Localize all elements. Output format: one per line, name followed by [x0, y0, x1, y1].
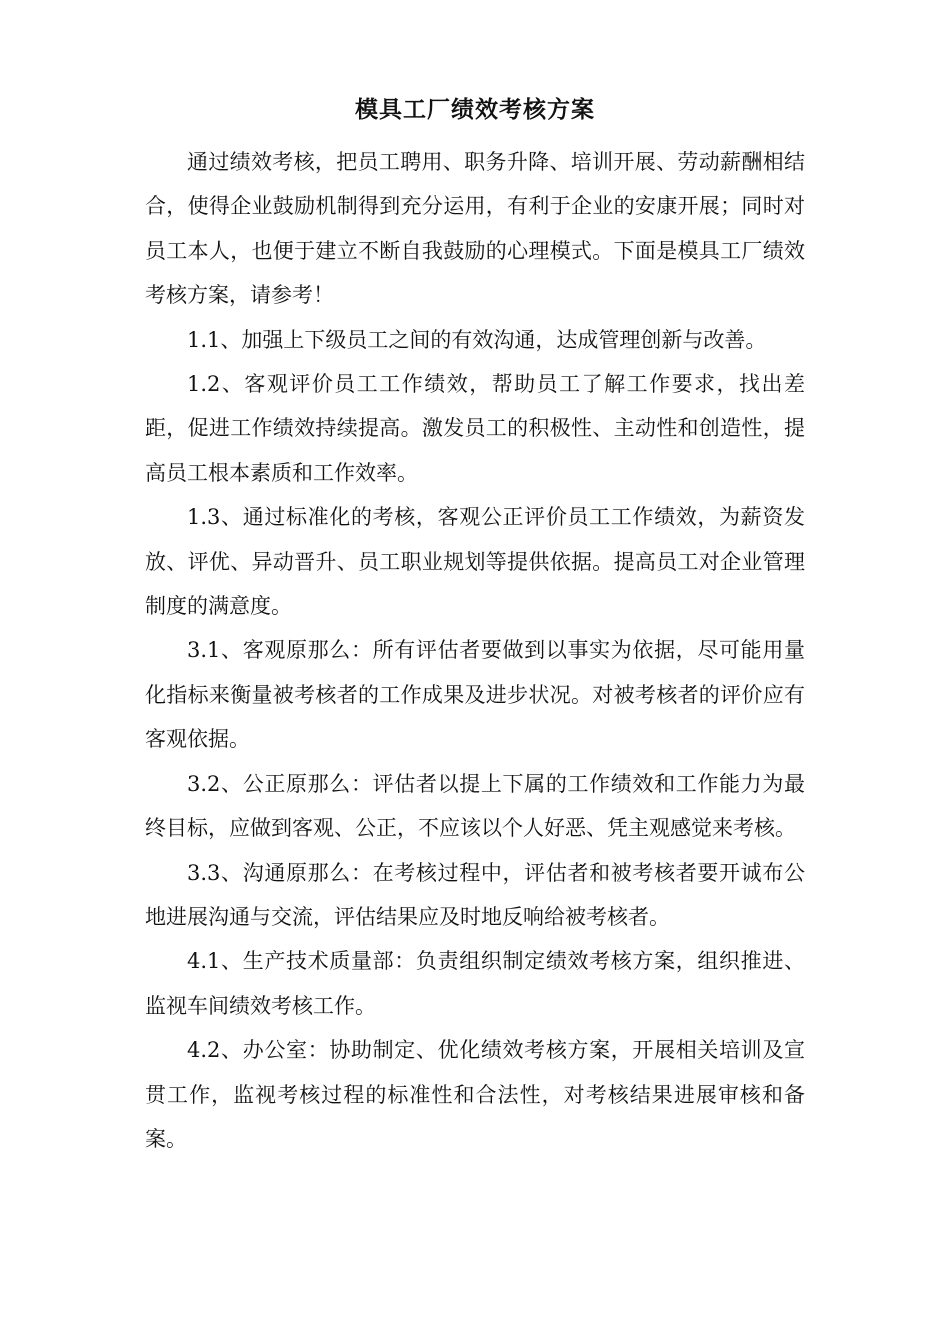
paragraph-4-2: 4.2、办公室：协助制定、优化绩效考核方案，开展相关培训及宣贯工作，监视考核过程的标准性和合法性，对考核结果进展审核和备案。	[145, 1038, 805, 1151]
paragraph-intro: 通过绩效考核，把员工聘用、职务升降、培训开展、劳动薪酬相结合，使得企业鼓励机制得到充分运用，有利于企业的安康开展；同时对员工本人，也便于建立不断自我鼓励的心理模式。下面是模具工厂绩效考核方案，请参考！	[145, 150, 805, 308]
paragraph-3-2: 3.2、公正原那么：评估者以提上下属的工作绩效和工作能力为最终目标，应做到客观、公正，不应该以个人好恶、凭主观感觉来考核。	[145, 771, 805, 841]
document-title: 模具工厂绩效考核方案	[355, 97, 595, 123]
paragraph-3-1: 3.1、客观原那么：所有评估者要做到以事实为依据，尽可能用量化指标来衡量被考核者的工作成果及进步状况。对被考核者的评价应有客观依据。	[145, 638, 805, 752]
paragraph-3-3: 3.3、沟通原那么：在考核过程中，评估者和被考核者要开诚布公地进展沟通与交流，评估结果应及时地反响给被考核者。	[145, 860, 805, 929]
paragraph-1-2: 1.2、客观评价员工工作绩效，帮助员工了解工作要求，找出差距，促进工作绩效持续提高。激发员工的积极性、主动性和创造性，提高员工根本素质和工作效率。	[145, 372, 805, 485]
document-body	[145, 140, 805, 1161]
paragraph-1-1: 1.1、加强上下级员工之间的有效沟通，达成管理创新与改善。	[187, 327, 767, 352]
paragraph-1-3: 1.3、通过标准化的考核，客观公正评价员工工作绩效，为薪资发放、评优、异动晋升、员工职业规划等提供依据。提高员工对企业管理制度的满意度。	[145, 505, 805, 619]
paragraph-4-1: 4.1、生产技术质量部：负责组织制定绩效考核方案，组织推进、监视车间绩效考核工作。	[145, 949, 805, 1018]
